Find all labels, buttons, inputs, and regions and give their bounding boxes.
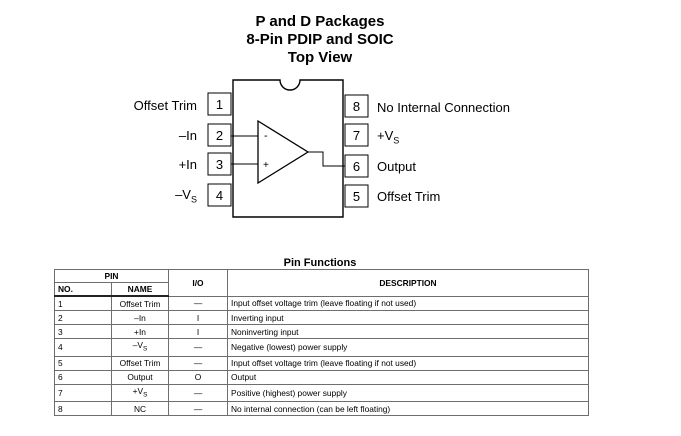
cell-io: I [169,311,228,325]
table-row [55,402,589,416]
cell-description: Input offset voltage trim (leave floating if not used) [228,356,589,370]
cell-name-sub: S [143,391,148,399]
pin-label-2: –In [178,128,197,143]
cell-description: No internal connection (can be left floating) [228,402,589,416]
pin-number-4: 4 [215,188,224,203]
pin-label-7 [377,128,399,149]
cell-no: 6 [55,370,112,384]
cell-no: 2 [55,311,112,325]
table-row [55,311,589,325]
cell-no: 4 [55,339,112,357]
cell-name-text: –V [132,340,143,350]
pin-number-5: 5 [352,189,361,204]
pin-functions-table [54,269,589,416]
cell-no: 7 [55,384,112,402]
pin-label-4-sub: S [190,194,197,205]
noninverting-mark: + [263,160,269,171]
pin-number-6: 6 [352,159,361,174]
cell-name: +In [112,325,169,339]
pin-label-6: Output [377,159,417,174]
cell-io: — [169,339,228,357]
cell-description: Positive (highest) power supply [228,384,589,402]
inverting-mark: - [264,130,268,142]
cell-io: — [169,384,228,402]
cell-name: –In [112,311,169,325]
table-row [55,370,589,384]
pin-functions-title: Pin Functions [283,257,357,269]
cell-name-sub: S [142,345,148,353]
cell-name [112,339,169,357]
cell-description: Input offset voltage trim (leave floating if not used) [228,296,589,311]
cell-description: Output [228,370,589,384]
header-name: NAME [112,283,169,297]
table-row [55,339,589,357]
cell-name: Offset Trim [112,296,169,311]
cell-name: Output [112,370,169,384]
header-description: DESCRIPTION [228,270,589,297]
cell-io: O [169,370,228,384]
cell-description: Negative (lowest) power supply [228,339,589,357]
cell-no: 5 [55,356,112,370]
cell-name [112,384,169,402]
cell-io: — [169,402,228,416]
pin-label-5: Offset Trim [377,189,441,204]
table-row [55,296,589,311]
header-pin: PIN [55,270,169,283]
pin-number-8: 8 [352,99,361,114]
pin-number-1: 1 [215,97,224,112]
cell-name: NC [112,402,169,416]
header-io: I/O [169,270,228,297]
cell-name: Offset Trim [112,356,169,370]
diagram-title-line1: P and D Packages [255,13,385,30]
diagram-title-line3: Top View [287,49,353,66]
table-row [55,384,589,402]
pin-label-8: No Internal Connection [377,100,510,115]
pin-label-7-text: +V [377,128,394,143]
pin-number-2: 2 [215,128,224,143]
pin-number-3: 3 [215,157,224,172]
pin-label-3: +In [178,157,197,172]
cell-no: 8 [55,402,112,416]
cell-no: 3 [55,325,112,339]
cell-no: 1 [55,296,112,311]
cell-description: Inverting input [228,311,589,325]
pin-label-7-sub: S [393,135,400,146]
pin-number-7: 7 [352,128,361,143]
cell-description: Noninverting input [228,325,589,339]
pin-label-4-text: –V [175,187,191,202]
header-no: NO. [55,283,112,297]
pin-label-1: Offset Trim [133,98,197,113]
table-row [55,356,589,370]
cell-io: — [169,356,228,370]
diagram-title-line2: 8-Pin PDIP and SOIC [246,31,394,48]
pin-label-4 [37,187,197,208]
cell-io: I [169,325,228,339]
cell-io: — [169,296,228,311]
table-row [55,325,589,339]
cell-name-text: +V [132,385,144,396]
